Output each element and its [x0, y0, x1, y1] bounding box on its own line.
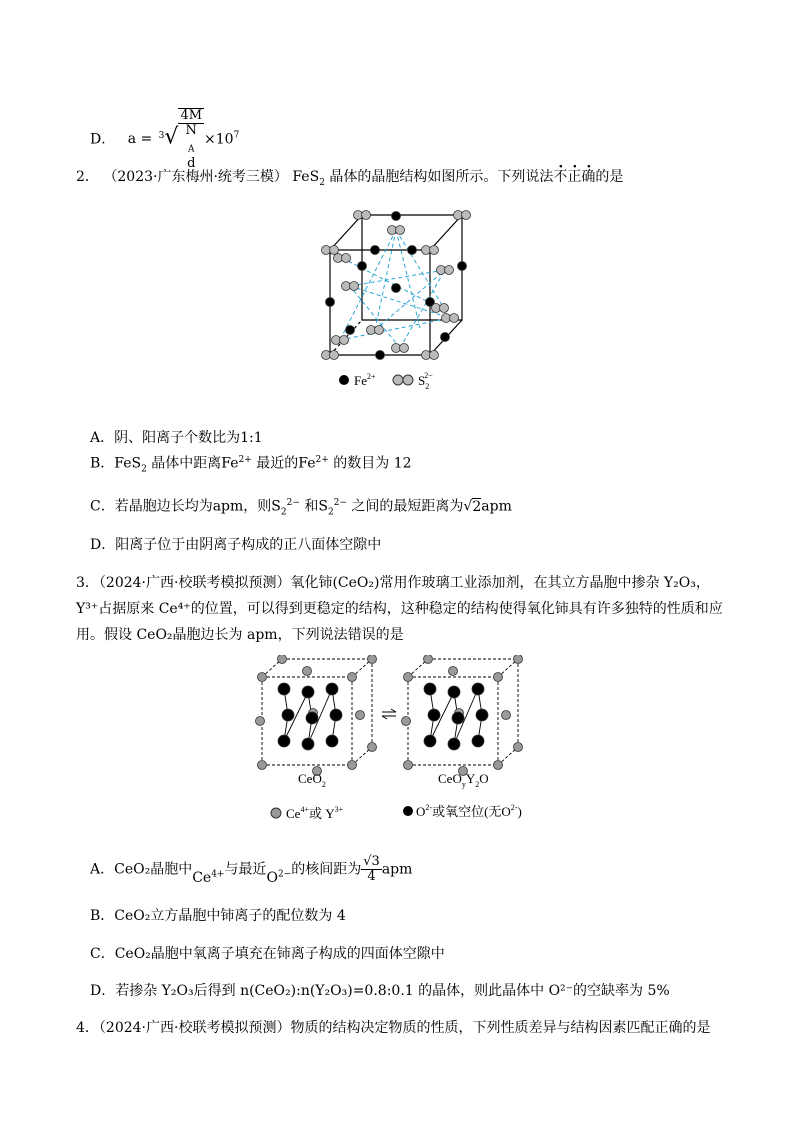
radical-sign: √: [164, 124, 179, 150]
b-mid: 晶体中距离Fe: [146, 455, 239, 472]
question-source: （2023·广东梅州·统考三模）: [103, 169, 288, 185]
ce-atom: [449, 667, 458, 676]
s-atom: [396, 226, 405, 235]
s-atom: [430, 246, 439, 255]
q2-option-d: D．阳离子位于由阴离子构成的正八面体空隙中: [90, 537, 382, 553]
o-atom: [424, 683, 436, 695]
a-ce: $Ce^{4+}$: [192, 868, 225, 886]
legend-fe-label: $Fe^{2+}$: [354, 372, 376, 388]
a-mid2: 的核间距为: [291, 861, 362, 878]
fraction-numerator: 4M: [180, 108, 203, 123]
b-sup1: 2+: [238, 455, 252, 465]
fraction: [178, 108, 204, 171]
option-label: D．: [90, 131, 116, 148]
ce-atom: [502, 711, 511, 720]
emphasized-text: 不正确: [553, 169, 596, 185]
ce-atom: [514, 743, 523, 752]
o-atom: [476, 709, 488, 721]
ceo2-unit-cell-figure: [250, 655, 570, 825]
ce-atom: [514, 655, 523, 664]
q2-option-b: [90, 450, 412, 479]
root-sign: √: [463, 498, 473, 515]
b-mid2: 最近的Fe: [251, 455, 316, 472]
o-atom: [330, 709, 342, 721]
c-sub1: 2: [280, 507, 287, 518]
s-atom: [430, 351, 439, 360]
o-atom: [326, 683, 338, 695]
label-ceo2: CeO$_2$: [298, 771, 326, 789]
c-pre: C．若晶胞边长均为apm，则S: [90, 498, 281, 515]
q3-option-b: B．CeO₂立方晶胞中铈离子的配位数为 4: [90, 908, 346, 924]
c-sup2: 2−: [333, 498, 347, 508]
fe-atom: [346, 326, 355, 335]
equilibrium-arrow: [382, 709, 396, 719]
ce-atom: [404, 761, 413, 770]
fe-atom: [408, 246, 417, 255]
o-atom: [282, 709, 294, 721]
fe-atom: [326, 298, 335, 307]
o-atom: [448, 738, 460, 750]
ce-atom: [256, 717, 265, 726]
q3-stem-line3: 用。假设 CeO₂晶胞边长为 apm，下列说法错误的是: [76, 627, 404, 643]
ce-atom: [258, 673, 267, 682]
ce-atom: [356, 711, 365, 720]
ce-atom: [494, 673, 503, 682]
stem-text: （2024·广西·校联考模拟预测）物质的结构决定物质的性质，下列性质差异与结构因素匹配正确的是: [98, 1020, 711, 1036]
b-pre: B．FeS: [90, 455, 142, 472]
b-end: 的数目为 12: [328, 455, 412, 472]
a-fraction: $\frac{√3}{4}$: [363, 854, 380, 884]
fes2-unit-cell-figure: [300, 200, 500, 400]
fe-atom: [376, 351, 385, 360]
s-atom: [362, 211, 371, 220]
q3-option-a: [90, 855, 412, 884]
b-sup2: 2+: [315, 455, 329, 465]
label-ceoy-y2o: $CeO_yY_2O$: [438, 771, 489, 789]
legend-s-dot2: [403, 375, 413, 385]
o-atom: [306, 712, 318, 724]
s-atom: [450, 314, 459, 323]
q3-stem-line1: [76, 573, 710, 593]
o-atom: [302, 686, 314, 698]
o-atom: [326, 735, 338, 747]
figure-legend: [339, 371, 433, 391]
s-atom: [330, 246, 339, 255]
o-atom: [424, 735, 436, 747]
den-sub: A: [187, 144, 195, 155]
fe-atom: [441, 333, 450, 342]
question-number: 3．: [76, 575, 99, 591]
den-d: d: [187, 155, 196, 171]
o-atom: [278, 683, 290, 695]
s-atom: [342, 254, 351, 263]
ce-atom: [494, 761, 503, 770]
s-atom: [350, 282, 359, 291]
ce-atom: [404, 673, 413, 682]
stem-end: 的是: [595, 169, 624, 185]
s-atom: [340, 336, 349, 345]
c-mid: 和S: [299, 498, 328, 515]
ce-atom: [303, 667, 312, 676]
s-atom: [462, 211, 471, 220]
ce-atom: [278, 655, 287, 664]
fraction-denominator: [178, 124, 204, 171]
ce-atom: [368, 655, 377, 664]
legend-ce-label: $Ce^{4+}$或 $Y^{3+}$: [286, 805, 344, 821]
o-atom: [302, 738, 314, 750]
fe-atom: [358, 262, 367, 271]
ce-atom: [348, 673, 357, 682]
ce-atom: [368, 743, 377, 752]
legend-s-dot1: [393, 375, 403, 385]
legend-o-label: $O^{2-}$或氧空位(无$O^{2-}$): [416, 803, 522, 819]
c-root: 2: [472, 498, 482, 515]
question-number: 2．: [76, 169, 99, 185]
root-index: 3: [158, 130, 165, 141]
q1-option-d: [90, 108, 239, 171]
s-atom: [330, 351, 339, 360]
b-sub: 2: [141, 464, 147, 475]
den-n: N: [185, 123, 197, 138]
o-atom: [428, 709, 440, 721]
q3-stem-line2: Y³⁺占据原来 Ce⁴⁺的位置，可以得到更稳定的结构，这种稳定的结构使得氧化铈具有许多独特的性质和应: [76, 601, 723, 617]
a-mid: 与最近: [224, 861, 267, 878]
fe-atom: [392, 212, 401, 221]
ce-atom: [348, 761, 357, 770]
stem-line1: （2024·广西·校联考模拟预测）氧化铈(CeO₂)常用作玻璃工业添加剂，在其立方晶胞中掺杂 Y₂O₃，: [98, 575, 710, 591]
o-atom: [452, 712, 464, 724]
legend-o-dot: [403, 806, 413, 816]
q2-option-c: [90, 493, 512, 522]
legend-s-label: $S_22-$: [418, 371, 433, 391]
ce-atom: [258, 761, 267, 770]
ce-atom: [402, 717, 411, 726]
c-mid2: 之间的最短距离为: [346, 498, 464, 515]
o-atom: [448, 686, 460, 698]
q3-option-d: D．若掺杂 Y₂O₃后得到 n(CeO₂):n(Y₂O₃)=0.8:0.1 的晶体，则此晶体中 O²⁻的空缺率为 5%: [90, 983, 670, 999]
fe-atom: [458, 262, 467, 271]
formula-sub: 2: [319, 177, 325, 188]
exponent: 7: [233, 130, 240, 141]
a-end: apm: [381, 861, 413, 878]
q3-option-c: C．CeO₂晶胞中氧离子填充在铈离子构成的四面体空隙中: [90, 946, 445, 962]
formula-prefix: a =: [127, 131, 153, 148]
legend-ce-dot: [271, 808, 281, 818]
a-o: $O^{2-}$: [266, 868, 292, 886]
s-atom: [375, 326, 384, 335]
a-pre: A．CeO₂晶胞中: [90, 861, 193, 878]
q4-stem: [76, 1018, 710, 1038]
formula-suffix: ×10: [204, 131, 234, 148]
fe-atom: [392, 284, 401, 293]
o-atom: [278, 735, 290, 747]
question-number: 4．: [76, 1020, 99, 1036]
fe-atom: [371, 246, 380, 255]
stem-text: 晶体的晶胞结构如图所示。下列说法: [329, 169, 554, 185]
o-atom: [472, 735, 484, 747]
ce-atom: [424, 655, 433, 664]
formula: FeS: [292, 169, 320, 185]
o-atom: [472, 683, 484, 695]
q2-option-a: A．阴、阳离子个数比为1:1: [90, 430, 263, 446]
c-sup1: 2−: [286, 498, 300, 508]
s-atom: [440, 304, 449, 313]
s-atom: [400, 344, 409, 353]
c-end: apm: [481, 498, 512, 515]
c-sub2: 2: [327, 507, 334, 518]
ceo2-cell: [256, 655, 377, 776]
legend-fe-dot: [339, 375, 349, 385]
q2-stem: [76, 167, 623, 193]
ceoy-y2o-cell: [402, 655, 523, 776]
s-atom: [445, 266, 454, 275]
